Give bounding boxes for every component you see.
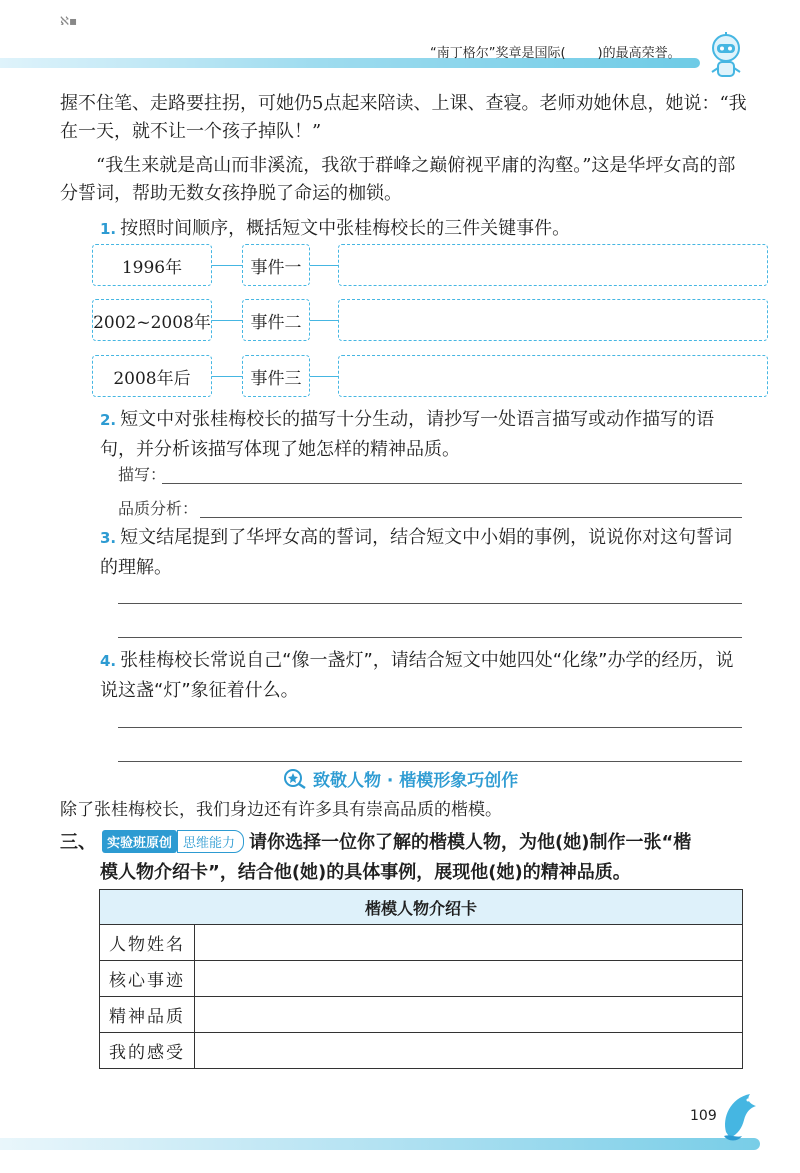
page-number: 109 <box>690 1108 717 1124</box>
connector-line <box>212 320 242 321</box>
card-row-label: 我的感受 <box>100 1033 195 1068</box>
question-4: 4. 张桂梅校长常说自己“像一盏灯”，请结合短文中她四处“化缘”办学的经历，说说这盏“灯”象征着什么。 <box>100 650 734 701</box>
passage-paragraph-2: “我生来就是高山而非溪流，我欲于群峰之巅俯视平庸的沟壑。”这是华坪女高的部分誓词，帮助无数女孩挣脱了命运的枷锁。 <box>60 155 736 204</box>
question-three-text-2: 模人物介绍卡”，结合他(她)的具体事例，展现他(她)的精神品质。 <box>100 862 631 883</box>
event-1-answer-box[interactable] <box>338 244 768 286</box>
card-row <box>100 925 742 961</box>
card-feeling-field[interactable] <box>195 1033 742 1068</box>
question-1: 1. 按照时间顺序，概括短文中张桂梅校长的三件关键事件。 <box>100 218 571 239</box>
experimental-class-tag: 实验班原创 <box>102 830 177 853</box>
event-1-label: 事件一 <box>242 244 310 286</box>
card-row-label: 人物姓名 <box>100 925 195 960</box>
event-2-time: 2002~2008年 <box>92 299 212 341</box>
event-1-time: 1996年 <box>92 244 212 286</box>
event-3-time: 2008年后 <box>92 355 212 397</box>
card-row-label: 精神品质 <box>100 997 195 1032</box>
card-deeds-field[interactable] <box>195 961 742 996</box>
card-name-field[interactable] <box>195 925 742 960</box>
connector-line <box>310 376 338 377</box>
card-row <box>100 997 742 1033</box>
passage-paragraph-1: 握不住笔、走路要拄拐，可她仍5点起来陪读、上课、查寝。老师劝她休息，她说：“我在一天，就不让一个孩子掉队！” <box>60 93 747 142</box>
q3-answer-line-1[interactable] <box>118 603 742 604</box>
section-intro: 除了张桂梅校长，我们身边还有许多具有崇高品质的楷模。 <box>60 800 502 820</box>
magnifier-star-icon <box>283 768 309 790</box>
footer-bar <box>0 1138 760 1150</box>
robot-mascot-icon <box>706 32 746 80</box>
event-2-label: 事件二 <box>242 299 310 341</box>
card-title: 楷模人物介绍卡 <box>100 890 742 925</box>
header-text: “南丁格尔”奖章是国际( )的最高荣誉。 <box>430 46 681 61</box>
q4-answer-line-2[interactable] <box>118 761 742 762</box>
card-row-label: 核心事迹 <box>100 961 195 996</box>
question-2: 2. 短文中对张桂梅校长的描写十分生动，请抄写一处语言描写或动作描写的语句，并分析该描写体现了她怎样的精神品质。 <box>100 409 715 460</box>
question-3: 3. 短文结尾提到了华坪女高的誓词，结合短文中小娟的事例，说说你对这句誓词的理解。 <box>100 527 733 578</box>
event-3-answer-box[interactable] <box>338 355 768 397</box>
card-quality-field[interactable] <box>195 997 742 1032</box>
connector-line <box>212 265 242 266</box>
card-row <box>100 1033 742 1068</box>
connector-line <box>310 265 338 266</box>
q4-answer-line-1[interactable] <box>118 727 742 728</box>
q3-answer-line-2[interactable] <box>118 637 742 638</box>
corner-mark: ℵ▪ <box>60 14 78 28</box>
question-three-text-1: 请你选择一位你了解的楷模人物，为他(她)制作一张“楷 <box>249 832 692 853</box>
dolphin-icon <box>716 1088 764 1144</box>
quality-answer-line[interactable] <box>200 517 742 518</box>
description-label: 描写： <box>118 465 167 484</box>
quality-analysis-label: 品质分析： <box>118 499 199 518</box>
question-three-line-1 <box>60 828 750 854</box>
event-2-answer-box[interactable] <box>338 299 768 341</box>
description-answer-line[interactable] <box>162 483 742 484</box>
event-3-label: 事件三 <box>242 355 310 397</box>
connector-line <box>212 376 242 377</box>
question-three-number: 三、 <box>60 832 96 853</box>
role-model-card <box>99 889 743 1069</box>
thinking-ability-tag: 思维能力 <box>177 830 244 853</box>
connector-line <box>310 320 338 321</box>
section-title: 致敬人物 · 楷模形象巧创作 <box>283 766 518 791</box>
card-row <box>100 961 742 997</box>
